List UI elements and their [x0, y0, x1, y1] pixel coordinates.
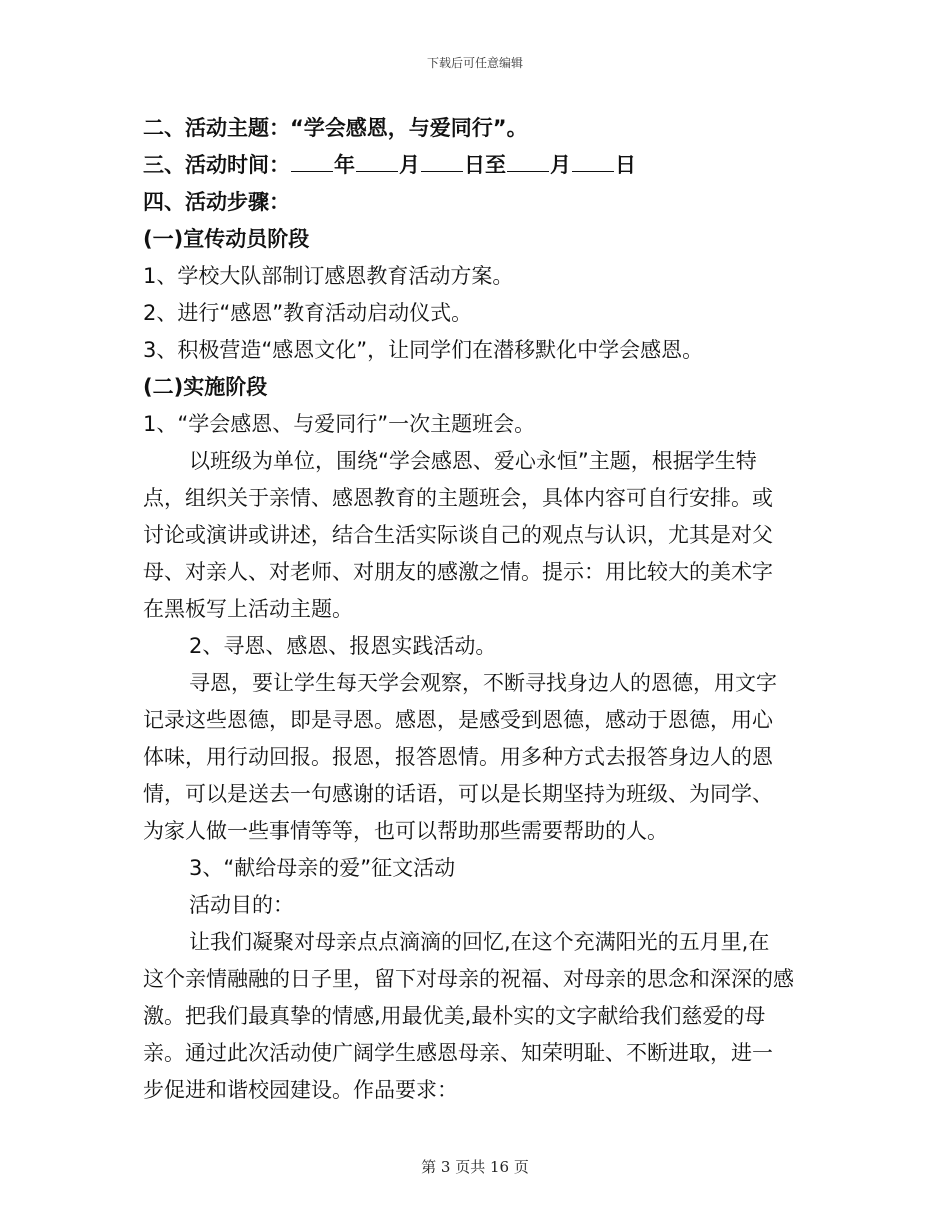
day-blank: [421, 149, 463, 172]
time-label: 三、活动时间：: [143, 153, 290, 177]
page-footer: 第 3 页共 16 页: [421, 1158, 529, 1176]
paragraph-line: 讨论或演讲或讲述，结合生活实际谈自己的观点与认识，尤其是对父: [143, 523, 773, 547]
day2-blank: [572, 149, 614, 172]
month2-text: 月: [550, 153, 571, 177]
list-item: 3、积极营造“感恩文化”，让同学们在潜移默化中学会感恩。: [143, 338, 704, 362]
paragraph-line: 为家人做一些事情等等，也可以帮助那些需要帮助的人。: [143, 819, 668, 843]
paragraph-line: 母、对亲人、对老师、对朋友的感激之情。提示：用比较大的美术字: [143, 560, 773, 584]
page-header: 下载后可任意编辑: [426, 56, 523, 70]
month2-blank: [507, 149, 549, 172]
month-blank: [356, 149, 398, 172]
paragraph-line: 让我们凝聚对母亲点点滴滴的回忆,在这个充满阳光的五月里,在: [189, 930, 770, 954]
paragraph-line: 亲。通过此次活动使广阔学生感恩母亲、知荣明耻、不断进取，进一: [143, 1041, 773, 1065]
paragraph-line: 情，可以是送去一句感谢的话语，可以是长期坚持为班级、为同学、: [143, 782, 773, 806]
list-item: 1、“学会感恩、与爱同行”一次主题班会。: [143, 412, 536, 436]
stage-2-heading: (二)实施阶段: [143, 375, 268, 399]
subheading: 活动目的：: [189, 893, 294, 917]
day2-text: 日: [615, 153, 636, 177]
year-blank: [291, 149, 333, 172]
paragraph-line: 体味，用行动回报。报恩，报答恩情。用多种方式去报答身边人的恩: [143, 745, 773, 769]
list-item: 3、“献给母亲的爱”征文活动: [189, 856, 456, 880]
paragraph-line: 点，组织关于亲情、感恩教育的主题班会，具体内容可自行安排。或: [143, 486, 773, 510]
paragraph-line: 激。把我们最真挚的情感,用最优美,最朴实的文字献给我们慈爱的母: [143, 1004, 766, 1028]
stage-1-heading: (一)宣传动员阶段: [143, 227, 310, 251]
section-theme: 二、活动主题：“学会感恩，与爱同行”。: [143, 116, 528, 140]
paragraph-line: 步促进和谐校园建设。作品要求：: [143, 1078, 458, 1102]
paragraph-line: 记录这些恩德，即是寻恩。感恩，是感受到恩德，感动于恩德，用心: [143, 708, 773, 732]
month-text: 月: [399, 153, 420, 177]
paragraph-line: 寻恩，要让学生每天学会观察，不断寻找身边人的恩德，用文字: [189, 671, 777, 695]
year-text: 年: [334, 153, 355, 177]
paragraph-line: 在黑板写上活动主题。: [143, 597, 353, 621]
day-to-text: 日至: [464, 153, 506, 177]
section-steps: 四、活动步骤：: [143, 190, 290, 214]
paragraph-line: 这个亲情融融的日子里，留下对母亲的祝福、对母亲的思念和深深的感: [143, 967, 794, 991]
list-item: 2、寻恩、感恩、报恩实践活动。: [189, 634, 497, 658]
list-item: 2、进行“感恩”教育活动启动仪式。: [143, 301, 473, 325]
document-body: [143, 110, 809, 1109]
paragraph-line: 以班级为单位，围绕“学会感恩、爱心永恒”主题，根据学生特: [189, 449, 757, 473]
list-item: 1、学校大队部制订感恩教育活动方案。: [143, 264, 514, 288]
section-time: [143, 147, 809, 184]
